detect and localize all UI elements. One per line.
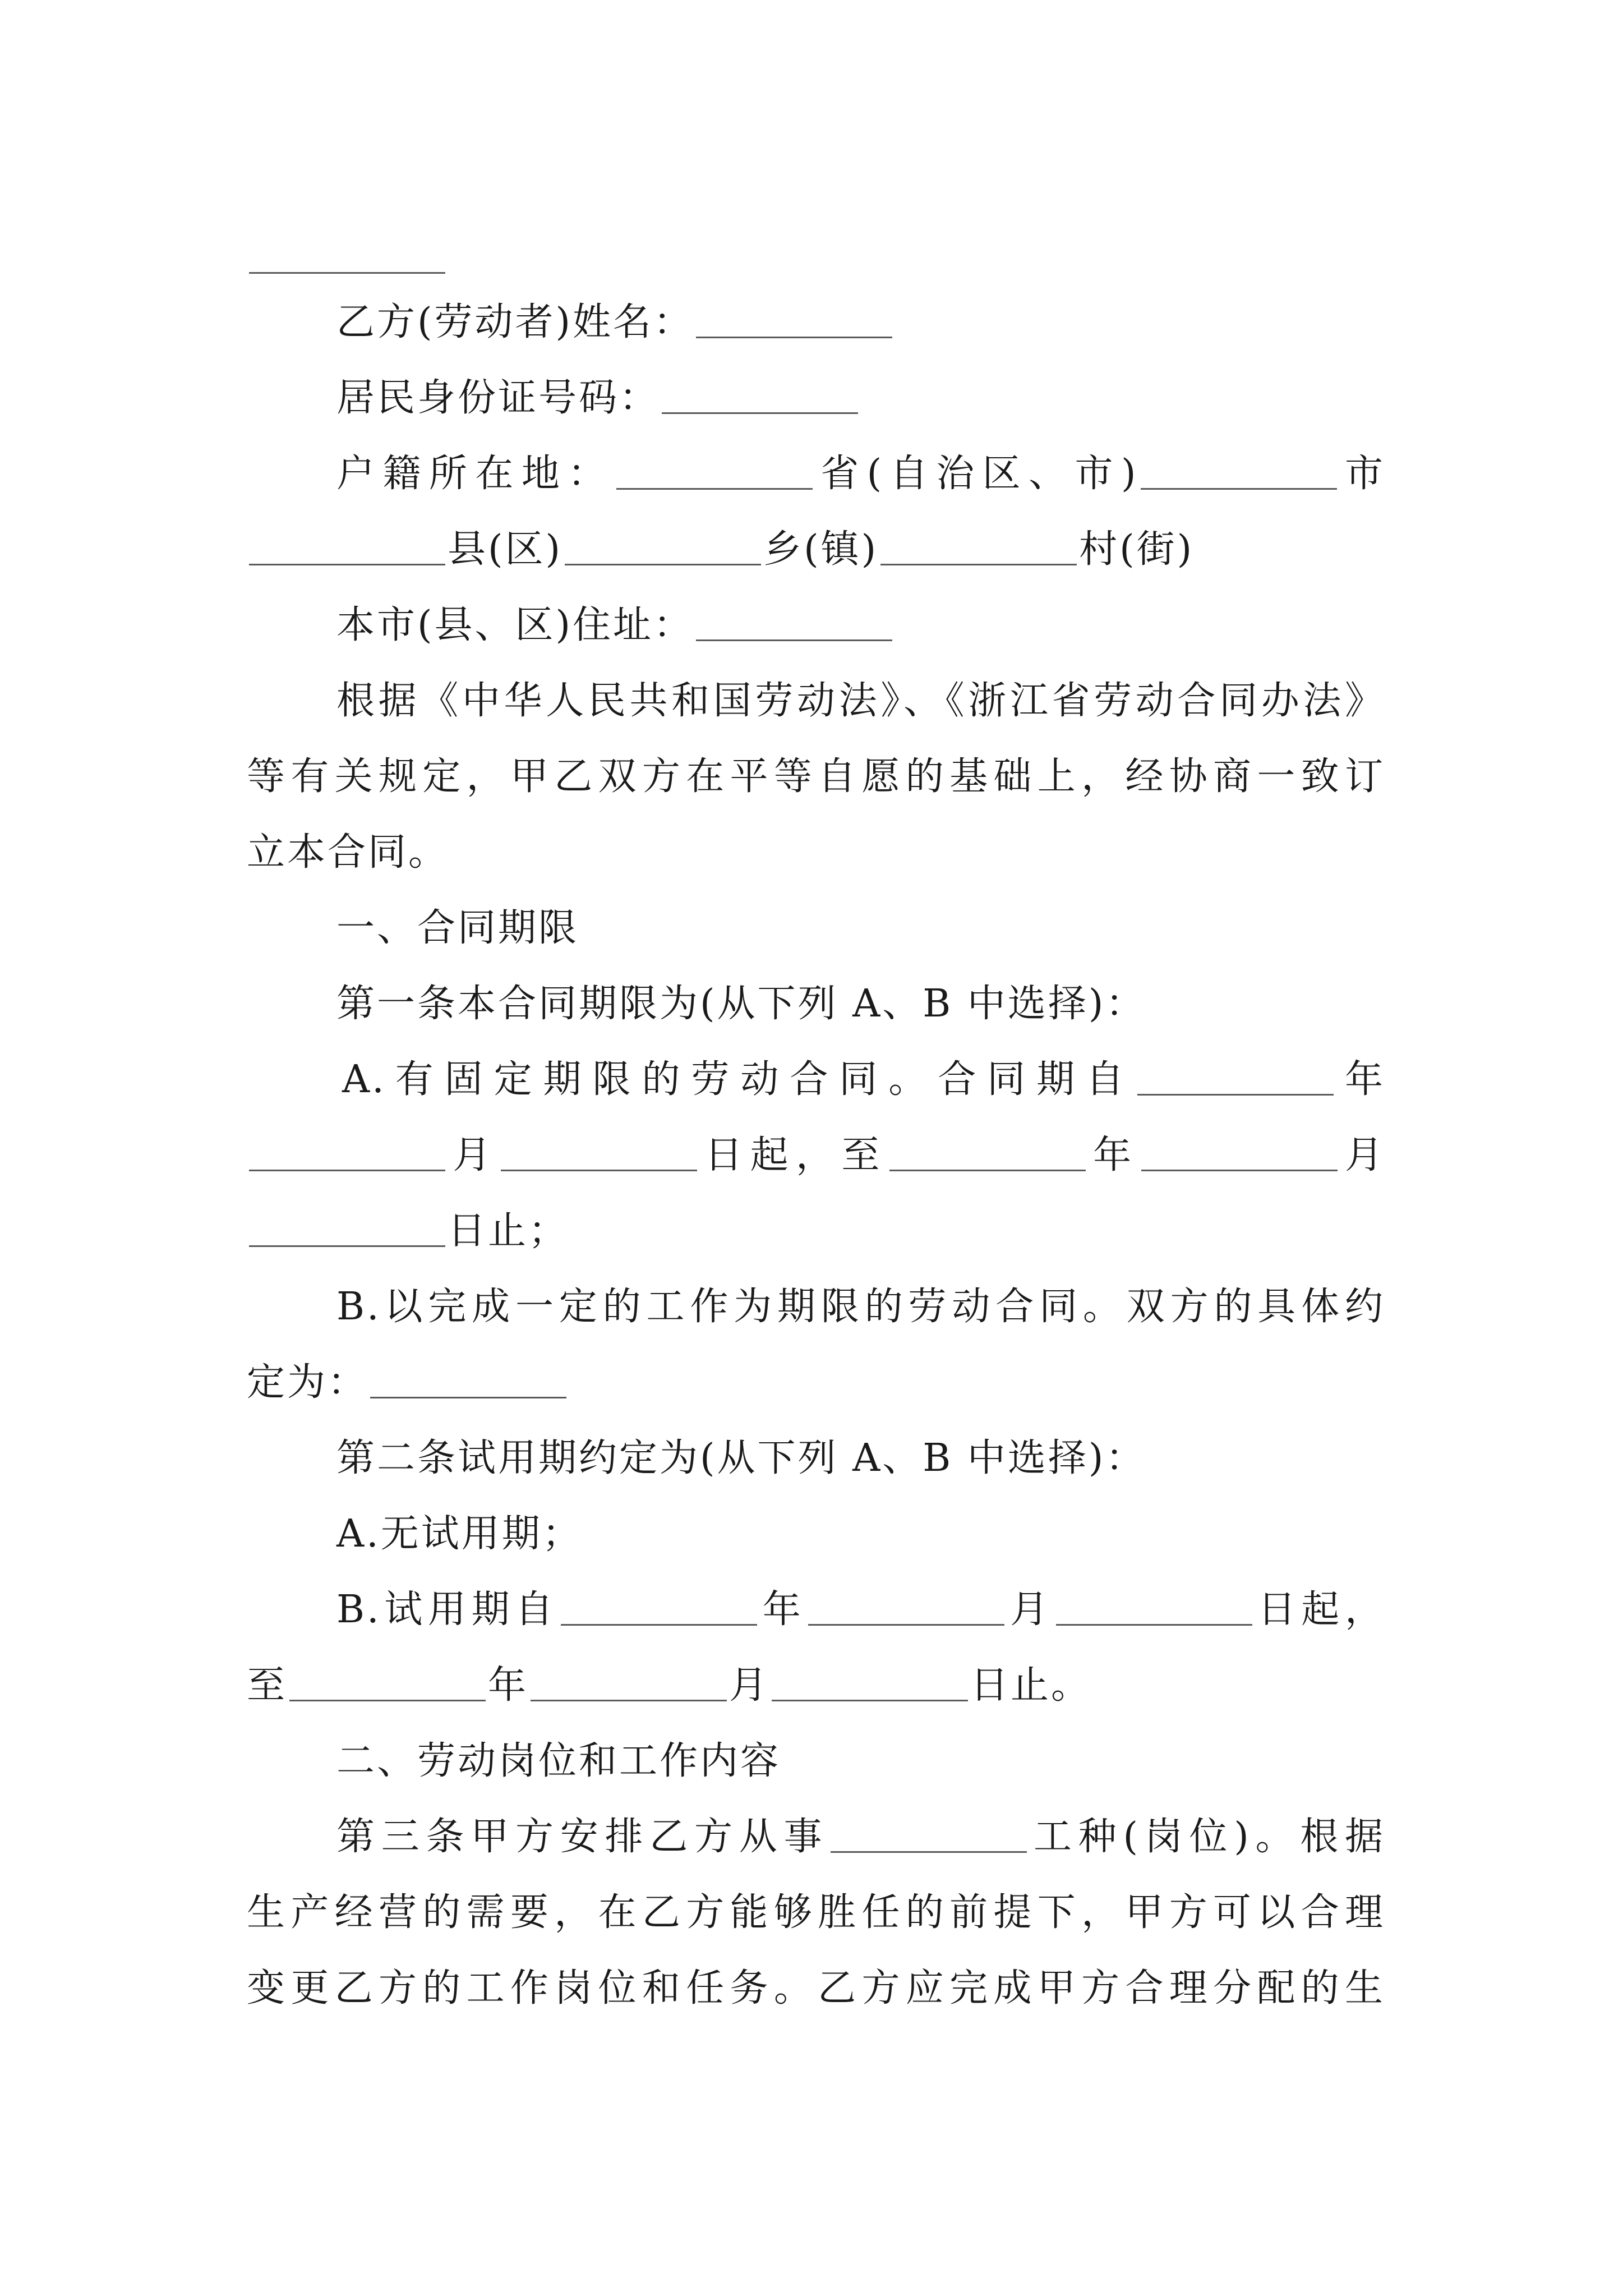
article-3-start-text: 第三条甲方安排乙方从事 [336,1815,829,1859]
article-1-option-a-line-1 [342,1052,1385,1108]
probation-b-start-text: B.试用期自 [336,1588,559,1632]
basis-text-3: 立本合同。 [247,830,449,875]
address-blank [696,639,892,641]
article-1-option-a-line-2 [247,1128,1385,1184]
id-number-line [336,370,860,426]
article-2-option-b-line-2 [247,1658,1091,1714]
article-1-title-line [336,976,1146,1032]
article-1-option-a-line-3 [247,1203,569,1259]
id-number-label: 居民身份证号码： [336,376,660,420]
option-a-month2-text: 月 [1339,1133,1385,1177]
probation-start-month-blank [808,1624,1004,1626]
huji-province-text: 省(自治区、市) [814,452,1138,496]
article-1-option-b-line-2 [247,1355,569,1411]
probation-from-text: 日起， [1254,1588,1385,1632]
id-number-blank [662,412,858,414]
huji-town-blank [565,564,761,565]
option-b-blank [370,1397,566,1398]
huji-city-text: 市 [1339,452,1385,496]
option-a-from-to-text: 日起，至 [699,1133,887,1177]
article-2-title-line [336,1430,1146,1487]
probation-year-text: 年 [759,1588,806,1632]
probation-start-year-blank [561,1624,757,1626]
basis-line-2 [247,749,1385,805]
basis-text-1: 根据《中华人民共和国劳动法》、《浙江省劳动合同办法》 [336,679,1385,723]
section-1-title: 一、合同期限 [336,906,579,950]
article-2-title: 第二条试用期约定为(从下列 A、B 中选择)： [336,1436,1146,1480]
option-a-month-text: 月 [448,1133,499,1177]
huji-town-text: 乡(镇) [763,527,879,572]
article-1-title: 第一条本合同期限为(从下列 A、B 中选择)： [336,982,1146,1026]
option-a-end-month-blank [1141,1170,1338,1171]
article-3-line-2 [247,1885,1385,1941]
option-a-year-text: 年 [1336,1057,1385,1102]
worker-name-label: 乙方(劳动者)姓名： [336,300,694,344]
worker-name-blank [696,337,892,338]
section-2-heading [336,1733,781,1789]
job-type-blank [831,1851,1027,1853]
probation-end-year-blank [289,1700,486,1701]
section-2-title: 二、劳动岗位和工作内容 [336,1739,781,1783]
option-a-year2-text: 年 [1087,1133,1139,1177]
option-b-text-2: 定为： [247,1360,368,1405]
top-blank-line [247,230,448,286]
option-a-end-text: 日止； [448,1209,569,1253]
huji-line-1 [336,446,1385,502]
huji-county-blank [249,564,445,565]
option-a-start-year-blank [1137,1094,1334,1096]
probation-start-day-blank [1056,1624,1252,1626]
article-3-text-3: 变更乙方的工作岗位和任务。乙方应完成甲方合理分配的生 [247,1966,1385,2010]
basis-text-2: 等有关规定，甲乙双方在平等自愿的基础上，经协商一致订 [247,754,1385,799]
article-3-line-3 [247,1961,1385,2017]
huji-label: 户籍所在地： [336,452,614,496]
article-3-line-1 [336,1809,1385,1865]
worker-name-line [336,295,895,351]
address-line [336,597,895,654]
huji-province-blank [616,488,813,490]
probation-option-a-text: A.无试用期； [336,1512,583,1556]
address-label: 本市(县、区)住址： [336,603,694,647]
option-a-start-text: A.有固定期限的劳动合同。合同期自 [342,1057,1136,1102]
probation-month-text: 月 [1007,1588,1054,1632]
section-1-heading [336,900,579,956]
fill-blank [249,272,445,274]
probation-month2-text: 月 [729,1663,770,1708]
huji-city-blank [1141,488,1337,490]
huji-village-blank [880,564,1077,565]
probation-end-day-blank [772,1700,968,1701]
article-1-option-b-line-1 [336,1279,1385,1335]
basis-line-3 [247,825,449,881]
probation-end-text: 日止。 [970,1663,1092,1708]
probation-to-text: 至 [247,1663,288,1708]
option-a-end-year-blank [889,1170,1086,1171]
article-3-text-2: 生产经营的需要，在乙方能够胜任的前提下，甲方可以合理 [247,1890,1385,1935]
article-3-end-text: 工种(岗位)。根据 [1029,1815,1385,1859]
huji-village-text: 村(街) [1079,527,1195,572]
probation-end-month-blank [531,1700,727,1701]
article-2-option-a-line [336,1506,583,1562]
huji-county-text: 县(区) [448,527,563,572]
article-2-option-b-line-1 [336,1582,1385,1638]
option-a-end-day-blank [249,1245,445,1247]
basis-line-1 [336,673,1385,729]
huji-line-2 [247,522,1194,578]
option-b-text-1: B.以完成一定的工作为期限的劳动合同。双方的具体约 [336,1285,1385,1329]
option-a-start-month-blank [249,1170,445,1171]
option-a-start-day-blank [501,1170,697,1171]
probation-year2-text: 年 [488,1663,529,1708]
